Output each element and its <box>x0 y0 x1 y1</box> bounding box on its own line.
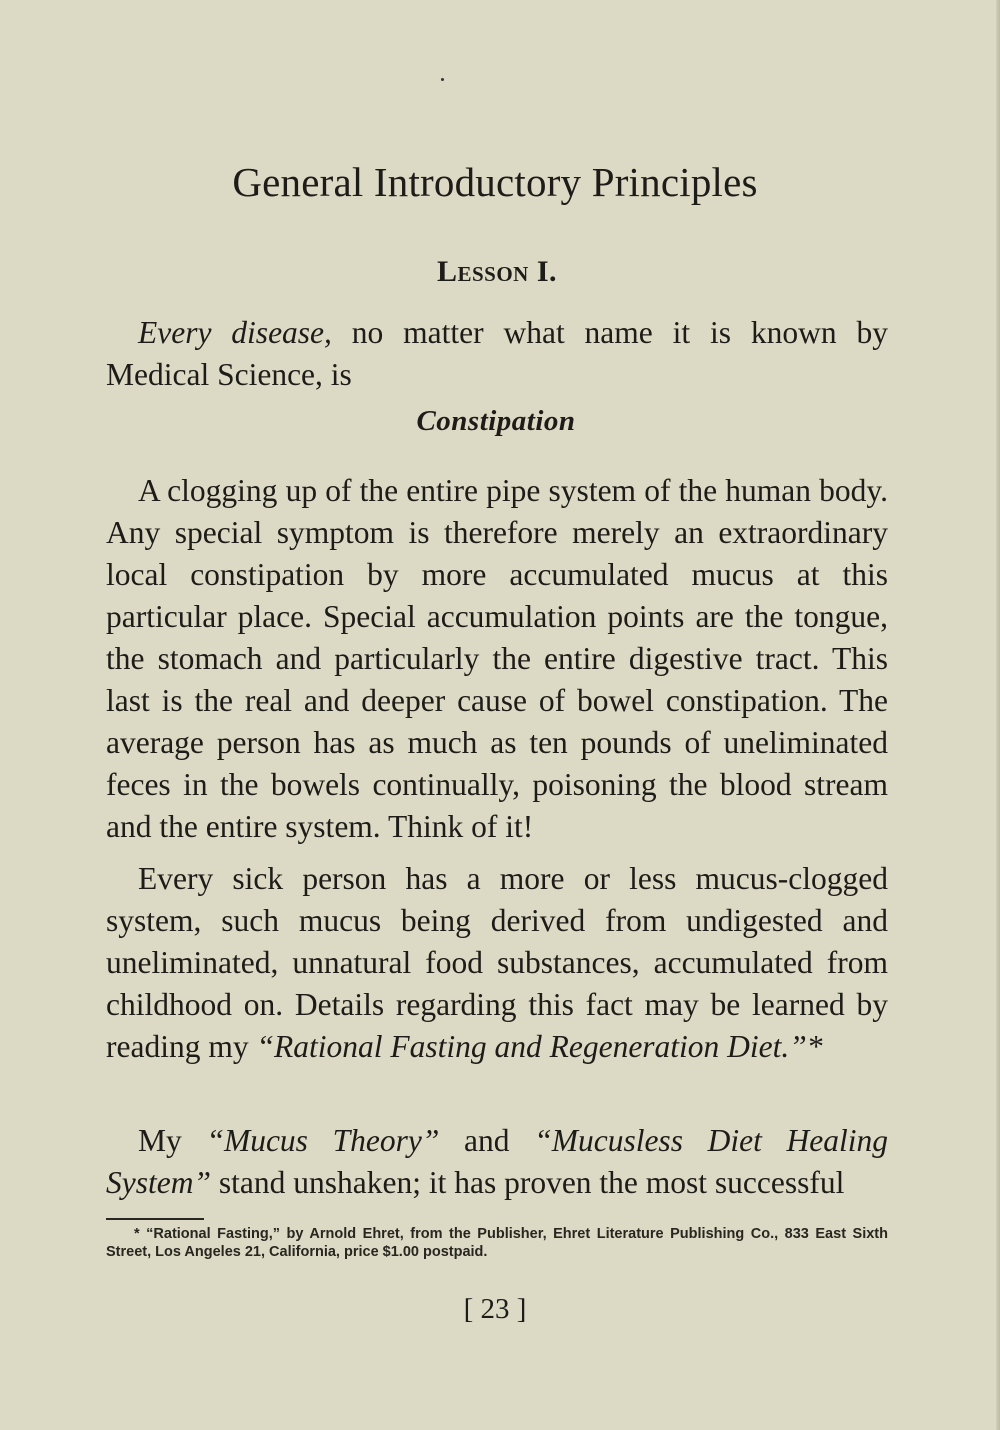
paragraph-4-text-b: and <box>439 1123 535 1158</box>
paragraph-1 <box>106 312 888 396</box>
paragraph-3 <box>106 858 888 1068</box>
subheading-constipation: Constipation <box>416 405 576 437</box>
page-edge-shadow <box>996 0 1000 1430</box>
paragraph-3-book-reference: “Rational Fasting and Regeneration Diet.”* <box>256 1029 823 1064</box>
lesson-heading: Lesson I. <box>436 255 558 288</box>
chapter-title: General Introductory Principles <box>232 159 758 205</box>
paragraph-4-text-a: My <box>138 1123 207 1158</box>
paragraph-1-emphasis: Every disease, <box>138 315 332 350</box>
paragraph-3-text: Every sick person has a more or less mucus-clogged system, such mucus being derived from undigested and uneliminated, unnatural food substances, accumulated from childhood on. Details regarding this fact may be learned by reading my <box>106 861 888 1064</box>
footnote-divider <box>106 1218 204 1220</box>
paragraph-4-mucus-theory: “Mucus Theory” <box>206 1123 440 1158</box>
footnote: * “Rational Fasting,” by Arnold Ehret, from the Publisher, Ehret Literature Publishing Co., 833 East Sixth Street, Los Angeles 21, California, price $1.00 postpaid. <box>106 1226 888 1260</box>
paragraph-4-healing-system: “Mucusless Diet Healing System” <box>106 1123 889 1200</box>
paragraph-4-text-c: stand unshaken; it has proven the most successful <box>211 1165 845 1200</box>
page-number: [ 23 ] <box>463 1293 527 1325</box>
print-speck <box>441 78 444 81</box>
paragraph-1-text: no matter what name it is known by Medical Science, is <box>106 315 888 392</box>
paragraph-4 <box>106 1120 888 1204</box>
paragraph-2: A clogging up of the entire pipe system of the human body. Any special symptom is therefore merely an extraordinary local constipation by more accumulated mucus at this particular place. Special accumulation points are the tongue, the stomach and particularly the entire digestive tract. This last is the real and deeper cause of bowel constipation. The average person has as much as ten pounds of uneliminated feces in the bowels continually, poisoning the blood stream and the entire system. Think of it! <box>106 473 888 844</box>
